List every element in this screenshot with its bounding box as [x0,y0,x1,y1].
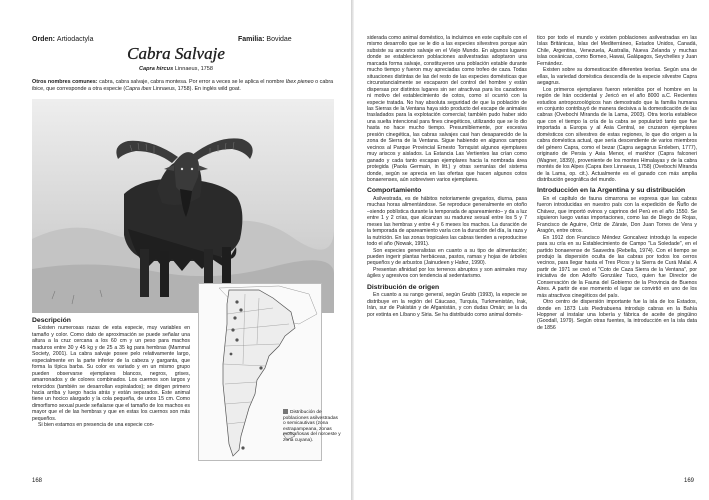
scientific-name-author: Linnaeus, 1758 [174,66,214,72]
family-label: Familia: [238,36,265,43]
other-names [32,79,338,92]
description-paragraph: Existen numerosas razas de esta especie, muy variables en tamaño y color. Como dato de aproximación se puede señalar una altura a la cruz cercana a los 60 cm y un peso para machos maduros entre 30 y 45 kg y de 25 a 35 kg para hembras (Mammal Society, 2001). La cabra salvaje posee pelo relativamente largo, especialmente en la parte inferior de la cabeza y garganta, que forma la típica barba. Su color es variado y en un mismo grupo pueden observarse ejemplares blancos, negros, grises, amarronados y de colores combinados. Los cuernos son largos y retorcidos (también se desarrollan espiralados); se dirigen primero hacia arriba y luego hacia atrás y están separados. Este animal tiene un hocico alargado y la cola pequeña, de unos 15 cm. Como dimorfismo sexual puede señalarse que el tamaño de los machos es mayor que el de las hembras y que en estas los cuernos son más pequeños. [32,325,190,422]
intro-paragraph: En 1912 don Francisco Méndez Goncalvez introdujo la especie para su cría en su Establecimiento de Campo "La Soledade", en el partido bonaerense de Saavedra (Rebella, 1974). Con el tiempo se produjo la dispersión oculta de las cabras por todos los cerros vecinos, para llegar hasta el Tres Picos y la Sierra de Curá Malal. A partir de 1971 se creó el "Coto de Caza Sierra de la Ventana", por iniciativa de don Adolfo González Tuco, quien fue Director de Conservación de la Fauna del Gobierno de la Provincia de Buenos Aires. A partir de ese momento el lugar se convirtió en uno de los más atractivos cinegéticos del país. [537,234,697,299]
description-heading: Descripción [32,317,71,324]
page-number-right: 169 [684,478,695,484]
family-value: Bovidae [266,36,292,43]
other-names-ibex: Ibex pieneo [285,79,314,85]
other-names-ibex2: Capra ibex [125,85,152,92]
intro-paragraph: Otro centro de dispersión importante fue la isla de los Estados, donde en 1873 Luis Piedrabuena introdujo cabras en la Bahía Hoppner al instalar una lobería y fábrica de aceite de pingüino (Goodall, 1979). Según otras fuentes, la introducción en la isla data de 1856 [537,299,697,331]
order-label: Orden: [32,36,55,43]
behavior-paragraph: Presentan afinidad por los terrenos abruptos y son animales muy ágiles y agresivos con tendencia al sedentarismo. [367,266,527,280]
other-names-text-c: Linnaeus, 1758). En inglés wild goat. [151,85,241,92]
map-legend-text: Distribución de poblaciones asilvestradas o semicautivas (zona extrapampeana, zonas montañosas del noroeste y zona cuyana). [283,410,341,443]
scientific-name-species: Capra hircus [138,66,174,72]
behavior-paragraph: Asilvestrada, es de hábitos notoriamente gregarios, diurna, pasa muchas horas alimentándose. Se reproduce generalmente en otoño –siendo poblística durante la temporada de apareamiento– y da a luz entre 1 y 2 crías, que alcanzan su madurez sexual entre los 5 y 7 meses las hembras y entre 4 y 6 meses los machos. La duración de la temporada de apareamiento varía con la duración del día, la raza y la nutrición. En las zonas tropicales las cabras tienden a reproducirse todo el año (Nowak, 1991). [367,195,527,248]
scientific-name [0,66,352,72]
order-header [32,36,93,43]
right-paragraph: Los primeros ejemplares fueron retenidos por el hombre en la región de Irán occidental y Jericó en el año 8000 a.C. Recientes estudios antropozoológicos han demostrado que la familia humana en conjunto contribuyó de manera decisiva a la domesticación de las cabras (Ovebochi Miranda de la Lama, 2003). Otra teoría establece que con el tiempo la cría de la cabra se popularizó tanto que fue importada a Europa y al Asia Central, se cruzaron ejemplares domésticos con silvestres de estas regiones, lo que dio origen a la cabra doméstica actual, que sería descendiente de varios miembros del género Capra, como el bezar (Capra aegagrus Erxleben, 1777), originario de Persia y Asia Menor, el markhor (Capra falconeri (Wagner, 1839)), proveniente de los montes Himalayas y de la cabra montés de los Alpes (Capra ibex Linnaeus, 1758) (Ovebochi Miranda de la Lama, op. cit.). Actualmente es el ganado con más amplia distribución geográfica del mundo. [537,86,697,183]
description-paragraph: Si bien estamos en presencia de una especie con- [38,422,155,429]
order-value: Artiodactyla [56,36,94,43]
behavior-paragraph: Son especies generalistas en cuanto a su tipo de alimentación; pueden ingerir plantas herbáceas, pastos, ramas y hojas de árboles pequeños y de arbustos (Jainudeen y Hafez, 1990). [367,247,527,267]
behavior-heading: Comportamiento [367,187,422,195]
other-names-text-a: cabra, cabra salvaje, cabra montesa. Por error a veces se le aplica el nombre [97,79,286,85]
left-page [0,0,352,500]
legend-square-icon [283,409,288,414]
map-legend [283,409,341,444]
goat-illustration [32,99,334,313]
right-column [537,35,697,331]
other-names-label: Otros nombres comunes: [32,79,98,85]
right-paragraph: Existen sobre su domesticación diferentes teorías. Según una de ellas, la variedad doméstica descendía de la especie silvestre Capra aegagrus. [537,67,697,87]
species-title: Cabra Salvaje [127,44,225,63]
middle-paragraph: siderada como animal doméstico, la incluimos en este capítulo con el mismo desarrollo que se le dio a las especies silvestres porque aún subsiste su ancestro salvaje en el Viejo Mundo. En algunos lugares donde se establecieron poblaciones asilvestradas adoptaron una marcada forma salvaje, constituyeron una población estable durante mucho tiempo y fueron muy apreciadas como trofeo de caza. Todas situaciones distintas de las del resto de las especies domésticas que circunstancialmente se escaparon del control del hombre y están dispersas por distintos lugares sin ser atractivas para los cazadores ni motivo del establecimiento de cotos, como sí ocurrió con la especie tratada. No hay absoluta seguridad de que la población de las Sierras de la Ventana haya sido producto del escape de animales trasladados para la explotación comercial; también pudo haber sido una suelta intencional para fines cinegéticos, utilizando que se lo dio hasta no hace mucho tiempo. Presumiblemente, por excesiva presión cinegética, las cabras salvajes casi han desaparecido de la zona de Sierra de la Ventana. Sigue habiendo en algunos campos vecinos al Parque Provincial Ernesto Tornquist algunos ejemplares muy ariscos y aislados. La Estancia Las Vertientes las crían como ganado y cada tanto escapan ejemplares hacia la nombrada área protegida (Paola Germain, in litt.) y otras serranías del sistema donde, según se aprecia en las ofertas que hacen algunos cotos bonaerenses, aún sobreviven varios ejemplares. [367,35,527,183]
page-number-left: 168 [32,478,43,484]
intro-paragraph: En el capítulo de fauna cimarrona se expresa que las cabras fueron introducidas en nuestro país con la expedición de Ñuflo de Chávez, que importó ovinos y caprinos del Perú en el año 1550. Se siguieron luego varias importaciones, como las de Diego de Rojas, Francisco de Aguirre, Ortiz de Zárate, Don Juan Torres de Vera y Aragón, entre otros. [537,195,697,235]
origin-heading: Distribución de origen [367,283,440,291]
origin-paragraph: En cuanto a su rango general, según Grubb (1993), la especie se distribuye en la región del Cáucaso, Turquía, Turkmenistán, Irak, Irán, sur de Pakistán y de Afganistán, y con dudas Omán; se la da por extinta en Líbano y Siria. Se ha distribuido como animal domés- [367,292,527,318]
other-names-text-b: o cabra ibice, que corresponde a otra especie ( [32,79,334,92]
description-section [32,318,190,429]
goat-drawing [32,99,334,313]
right-page [354,0,709,500]
middle-column [367,35,527,318]
intro-heading: Introducción en la Argentina y su distribución [537,187,686,195]
family-header [238,36,292,43]
right-paragraph: tico por todo el mundo y existen poblaciones asilvestradas en las Islas Británicas, Islas del Mediterráneo, Estados Unidos, Canadá, Chile, Argentina, Venezuela, Australia, Nueva Zelanda y muchas islas oceánicas, como Borneo, Hawai, Galápagos, Seychelles y Juan Fernández. [537,35,697,67]
